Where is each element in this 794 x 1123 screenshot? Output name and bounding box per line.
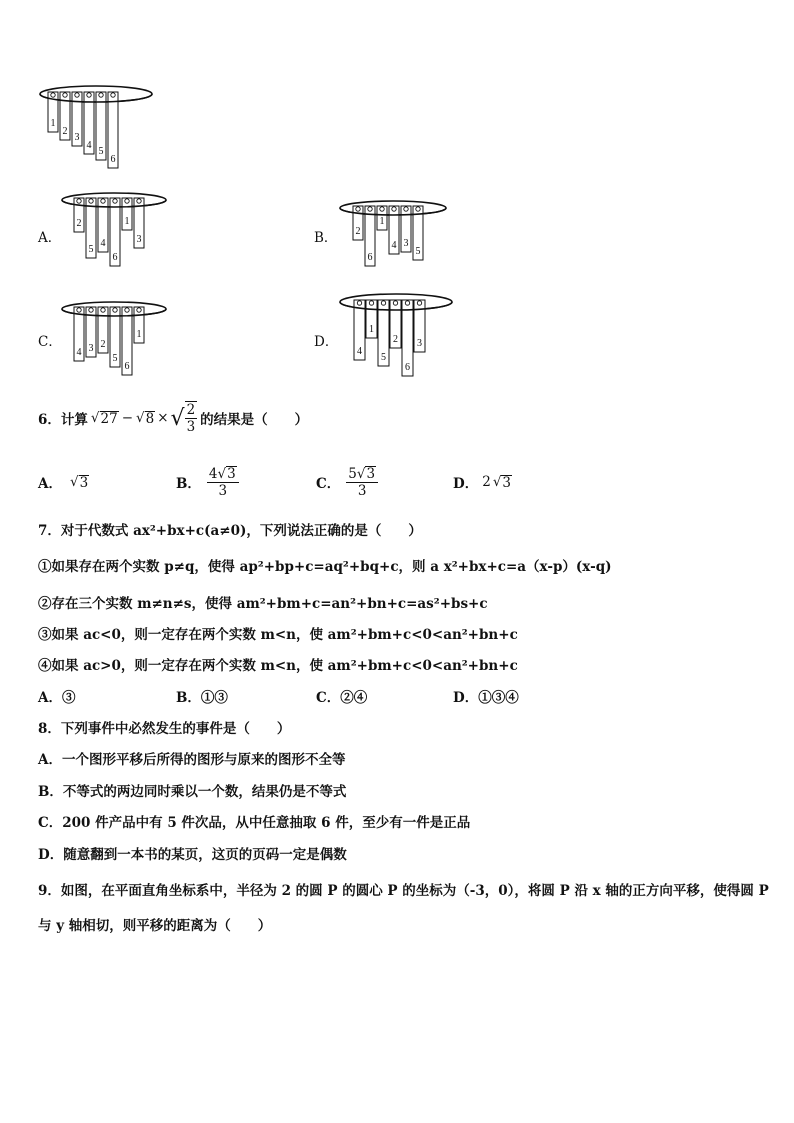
tag-number-b-1: 2 — [355, 226, 361, 237]
question-7-stem: 7．对于代数式 ax²+bx+c(a≠0)，下列说法正确的是（ ） — [38, 523, 422, 539]
tag-hole — [113, 308, 117, 312]
tag-hole — [392, 207, 396, 211]
tag-number-b-3: 1 — [379, 216, 385, 227]
q6-option-c-frac: $\frac{5√3}{3}$ — [346, 466, 378, 499]
tag-number-a-1: 2 — [76, 218, 82, 229]
tag-number-main-6: 6 — [110, 154, 116, 165]
q6-rad27: 27 — [100, 410, 118, 427]
q6-option-d: D． 2 √ 3 — [453, 474, 512, 492]
tag-number-d-5: 6 — [405, 362, 410, 373]
figure-b-label: B． — [314, 230, 338, 246]
q6-option-b-den: 3 — [218, 482, 228, 499]
tag-hole — [63, 93, 67, 97]
tag-number-d-3: 5 — [381, 352, 386, 363]
tag-number-main-3: 3 — [74, 132, 80, 143]
tag-hole — [416, 207, 420, 211]
tag-number-main-1: 1 — [50, 118, 56, 129]
figure-c — [60, 297, 170, 379]
tag-hole — [77, 308, 81, 312]
figure-d — [338, 290, 458, 382]
q6-option-a-rad: 3 — [79, 474, 89, 491]
q6-option-c-coef: 5 — [348, 465, 357, 482]
figure-b — [338, 196, 448, 270]
tag-number-main-5: 5 — [98, 146, 104, 157]
q6-minus: − — [121, 410, 134, 426]
q6-prefix: 6．计算 — [38, 412, 88, 428]
tag-number-c-3: 2 — [100, 339, 106, 350]
tag-hole — [113, 199, 117, 203]
tag-number-d-2: 1 — [369, 324, 374, 335]
tag-hole — [368, 207, 372, 211]
figure-a-label: A． — [38, 230, 62, 246]
q8-option-d: D．随意翻到一本书的某页，这页的页码一定是偶数 — [38, 847, 347, 863]
q6-option-c — [316, 460, 378, 504]
tag-number-c-6: 1 — [136, 329, 142, 340]
figure-a — [60, 188, 170, 270]
tag-number-b-6: 5 — [415, 246, 421, 257]
q6-option-d-coef: 2 — [482, 474, 491, 490]
tag-hole — [356, 207, 360, 211]
tag-number-main-2: 2 — [62, 126, 68, 137]
q6-option-b — [176, 460, 239, 504]
tag-hole — [101, 199, 105, 203]
q8-option-a: A．一个图形平移后所得的图形与原来的图形不全等 — [38, 752, 346, 768]
q7-option-b: B．①③ — [176, 690, 228, 706]
tag-number-a-3: 4 — [100, 238, 106, 249]
tag-hole — [89, 308, 93, 312]
q6-times: × — [157, 410, 169, 426]
tag-number-d-4: 2 — [393, 334, 398, 345]
tag-hole — [89, 199, 93, 203]
tag-number-b-4: 4 — [391, 240, 397, 251]
q7-option-c: C．②④ — [316, 690, 368, 706]
tag-hole — [77, 199, 81, 203]
tag-number-d-6: 3 — [417, 338, 422, 349]
q6-option-a-label: A． — [38, 476, 62, 492]
q6-option-d-label: D． — [453, 476, 479, 492]
tag-number-c-5: 6 — [124, 361, 130, 372]
q7-statement-3: ③如果 ac<0，则一定存在两个实数 m<n，使 am²+bm+c<0<an²+bn+c — [38, 627, 518, 643]
tag-number-c-1: 4 — [76, 347, 82, 358]
q6-option-c-label: C． — [316, 476, 341, 492]
q6-option-c-rad: 3 — [366, 465, 376, 482]
question-8-stem: 8．下列事件中必然发生的事件是（ ） — [38, 721, 291, 737]
q6-frac-num: 2 — [186, 402, 196, 418]
tag-number-b-2: 6 — [367, 252, 373, 263]
tag-hole — [369, 301, 373, 305]
tag-hole — [380, 207, 384, 211]
q8-option-c: C．200 件产品中有 5 件次品，从中任意抽取 6 件，至少有一件是正品 — [38, 815, 471, 831]
figure-d-label: D． — [314, 334, 339, 350]
question-9-line-2: 与 y 轴相切，则平移的距离为（ ） — [38, 918, 272, 934]
tag-hole — [111, 93, 115, 97]
tag-hole — [381, 301, 385, 305]
tag-number-d-1: 4 — [357, 346, 362, 357]
tag-hole — [51, 93, 55, 97]
q6-option-b-frac: $\frac{4√3}{3}$ — [207, 466, 239, 499]
tag-hole — [405, 301, 409, 305]
tag-number-a-2: 5 — [88, 244, 94, 255]
tag-hole — [125, 308, 129, 312]
tag-hole — [125, 199, 129, 203]
q6-rad8: 8 — [145, 410, 155, 427]
q6-frac-den: 3 — [186, 419, 196, 435]
tag-number-c-4: 5 — [112, 353, 118, 364]
question-6-stem: 6．计算 √ 27 − √ 8 × √ $\frac{2}{3}$ 的结果是（ ） — [38, 402, 309, 435]
question-9-line-1: 9．如图，在平面直角坐标系中，半径为 2 的圆 P 的圆心 P 的坐标为（-3，0），将圆 P 沿 x 轴的正方向平移，使得圆 P — [38, 883, 769, 899]
tag-number-a-6: 3 — [136, 234, 142, 245]
tag-hole — [99, 93, 103, 97]
tag-hole — [75, 93, 79, 97]
tag-hole — [404, 207, 408, 211]
q6-option-b-coef: 4 — [208, 465, 218, 482]
q6-option-c-den: 3 — [357, 482, 367, 499]
tag-number-main-4: 4 — [86, 140, 92, 151]
tag-hole — [357, 301, 361, 305]
figure-c-label: C． — [38, 334, 62, 350]
q7-option-d: D．①③④ — [453, 690, 519, 706]
q6-fraction — [185, 401, 198, 435]
q7-option-a: A．③ — [38, 690, 76, 706]
tag-hole — [393, 301, 397, 305]
q6-option-d-rad: 3 — [502, 474, 512, 491]
tag-hole — [137, 308, 141, 312]
q8-option-b: B．不等式的两边同时乘以一个数，结果仍是不等式 — [38, 784, 347, 800]
q6-option-a: A． √ 3 — [38, 474, 89, 492]
tag-hole — [101, 308, 105, 312]
q6-option-b-rad: 3 — [227, 465, 236, 482]
q6-option-b-label: B． — [176, 476, 201, 492]
q7-statement-1: ①如果存在两个实数 p≠q，使得 ap²+bp+c=aq²+bq+c，则 a x²+bx+c=a（x-p）(x-q) — [38, 559, 612, 575]
q7-statement-2: ②存在三个实数 m≠n≠s，使得 am²+bm+c=an²+bn+c=as²+bs+c — [38, 596, 488, 612]
tag-number-a-5: 1 — [124, 216, 130, 227]
tag-number-c-2: 3 — [88, 343, 94, 354]
tag-hole — [417, 301, 421, 305]
tag-number-a-4: 6 — [112, 252, 118, 263]
q6-suffix: 的结果是（ ） — [200, 412, 309, 428]
tag-hole — [137, 199, 141, 203]
q7-statement-4: ④如果 ac>0，则一定存在两个实数 m<n，使 am²+bm+c<0<an²+bn+c — [38, 658, 518, 674]
figure-main — [38, 80, 163, 175]
tag-number-b-5: 3 — [403, 238, 409, 249]
tag-hole — [87, 93, 91, 97]
